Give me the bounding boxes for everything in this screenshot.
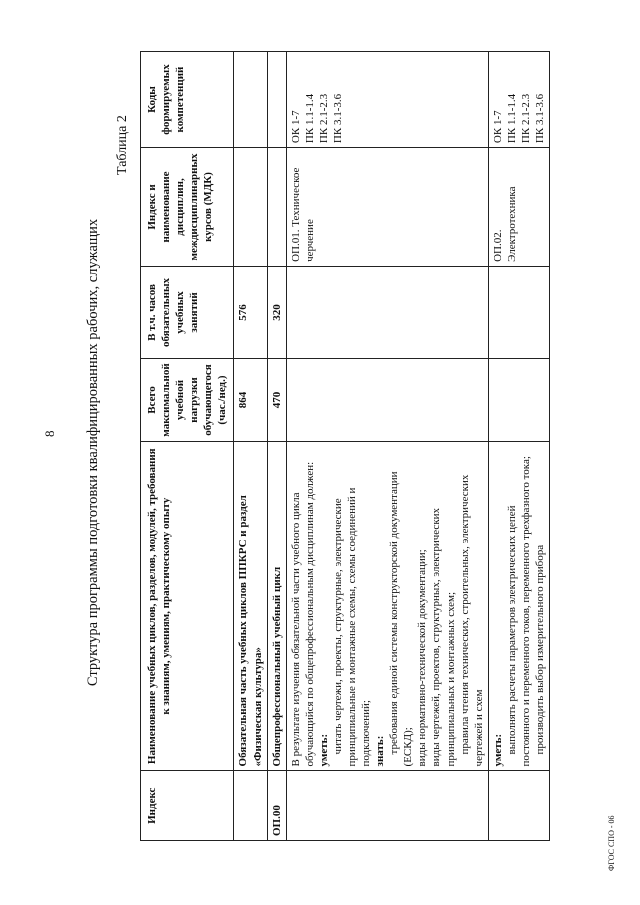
op01-intro: В результате изучения обязательной части учебного цикла обучающийся по общепрофессиональным дисциплинам должен: <box>289 461 316 767</box>
op01-know-label: знать: <box>374 735 387 767</box>
op02-can-item: производить выбор измерительного прибора <box>534 544 547 755</box>
table-row-mandatory <box>234 52 267 841</box>
mandatory-name: Обязательная часть учебных циклов ППКРС и раздел «Физическая культура» <box>234 442 267 771</box>
header-discipline: Индекс и наименование дисциплин, междисциплинарных курсов (МДК) <box>141 148 234 267</box>
table-row-op02 <box>488 52 549 841</box>
op02-discipline: ОП.02. Электротехника <box>488 148 549 267</box>
op01-know-item: виды нормативно-технической документации; <box>416 549 429 767</box>
header-row <box>141 52 234 841</box>
competency-code: ПК 1.1-1.4 <box>303 93 316 144</box>
competency-code: ПК 2.1-2.3 <box>519 93 532 144</box>
op02-can-item: выполнять расчеты параметров электрических цепей постоянного и переменного токов, переменного трехфазного тока; <box>505 456 532 767</box>
header-required: В т.ч. часов обязательных учебных занятий <box>141 266 234 358</box>
op01-competencies <box>286 52 488 148</box>
competency-code: ПК 2.1-2.3 <box>317 93 330 144</box>
op00-index: ОП.00 <box>267 771 286 841</box>
op01-discipline: ОП.01. Техническое черчение <box>286 148 488 267</box>
curriculum-table <box>140 51 550 841</box>
mandatory-required: 576 <box>234 266 267 358</box>
header-name: Наименование учебных циклов, разделов, модулей, требования к знаниям, умениям, практическому опыту <box>141 442 234 771</box>
op02-description <box>488 442 549 771</box>
op00-required: 320 <box>267 266 286 358</box>
header-competencies: Коды формируемых компетенций <box>141 52 234 148</box>
header-index: Индекс <box>141 771 234 841</box>
competency-code: ОК 1-7 <box>289 110 302 144</box>
op01-know-item: виды чертежей, проектов, структурных, электрических принципиальных и монтажных схем; <box>430 507 457 767</box>
op02-can-label: уметь: <box>491 733 504 767</box>
header-total: Всего максимальной учебной нагрузки обучающегося (час./нед.) <box>141 359 234 442</box>
op01-description <box>286 442 488 771</box>
op01-know-item: требования единой системы конструкторской документации (ЕСКД); <box>388 471 415 767</box>
op00-total: 470 <box>267 359 286 442</box>
table-label: Таблица 2 <box>115 115 130 175</box>
footer-text: ФГОС СПО - 06 <box>607 815 616 871</box>
competency-code: ПК 3.1-3.6 <box>331 93 344 144</box>
competency-code: ПК 1.1-1.4 <box>505 93 518 144</box>
page-title: Структура программы подготовки квалифицированных рабочих, служащих <box>85 218 101 687</box>
competency-code: ОК 1-7 <box>491 110 504 144</box>
competency-code: ПК 3.1-3.6 <box>534 93 547 144</box>
table-row-op00 <box>267 52 286 841</box>
op01-can-label: уметь: <box>317 733 330 767</box>
mandatory-total: 864 <box>234 359 267 442</box>
op02-competencies <box>488 52 549 148</box>
page-number: 8 <box>42 430 57 437</box>
table-row-op01 <box>286 52 488 841</box>
op01-know-item: правила чтения технических, строительных, электрических чертежей и схем <box>458 474 485 767</box>
op00-name: Общепрофессиональный учебный цикл <box>267 442 286 771</box>
op01-can: читать чертежи, проекты, структурные, электрические принципиальные и монтажные схемы, схемы соединений и подключений; <box>331 487 373 767</box>
